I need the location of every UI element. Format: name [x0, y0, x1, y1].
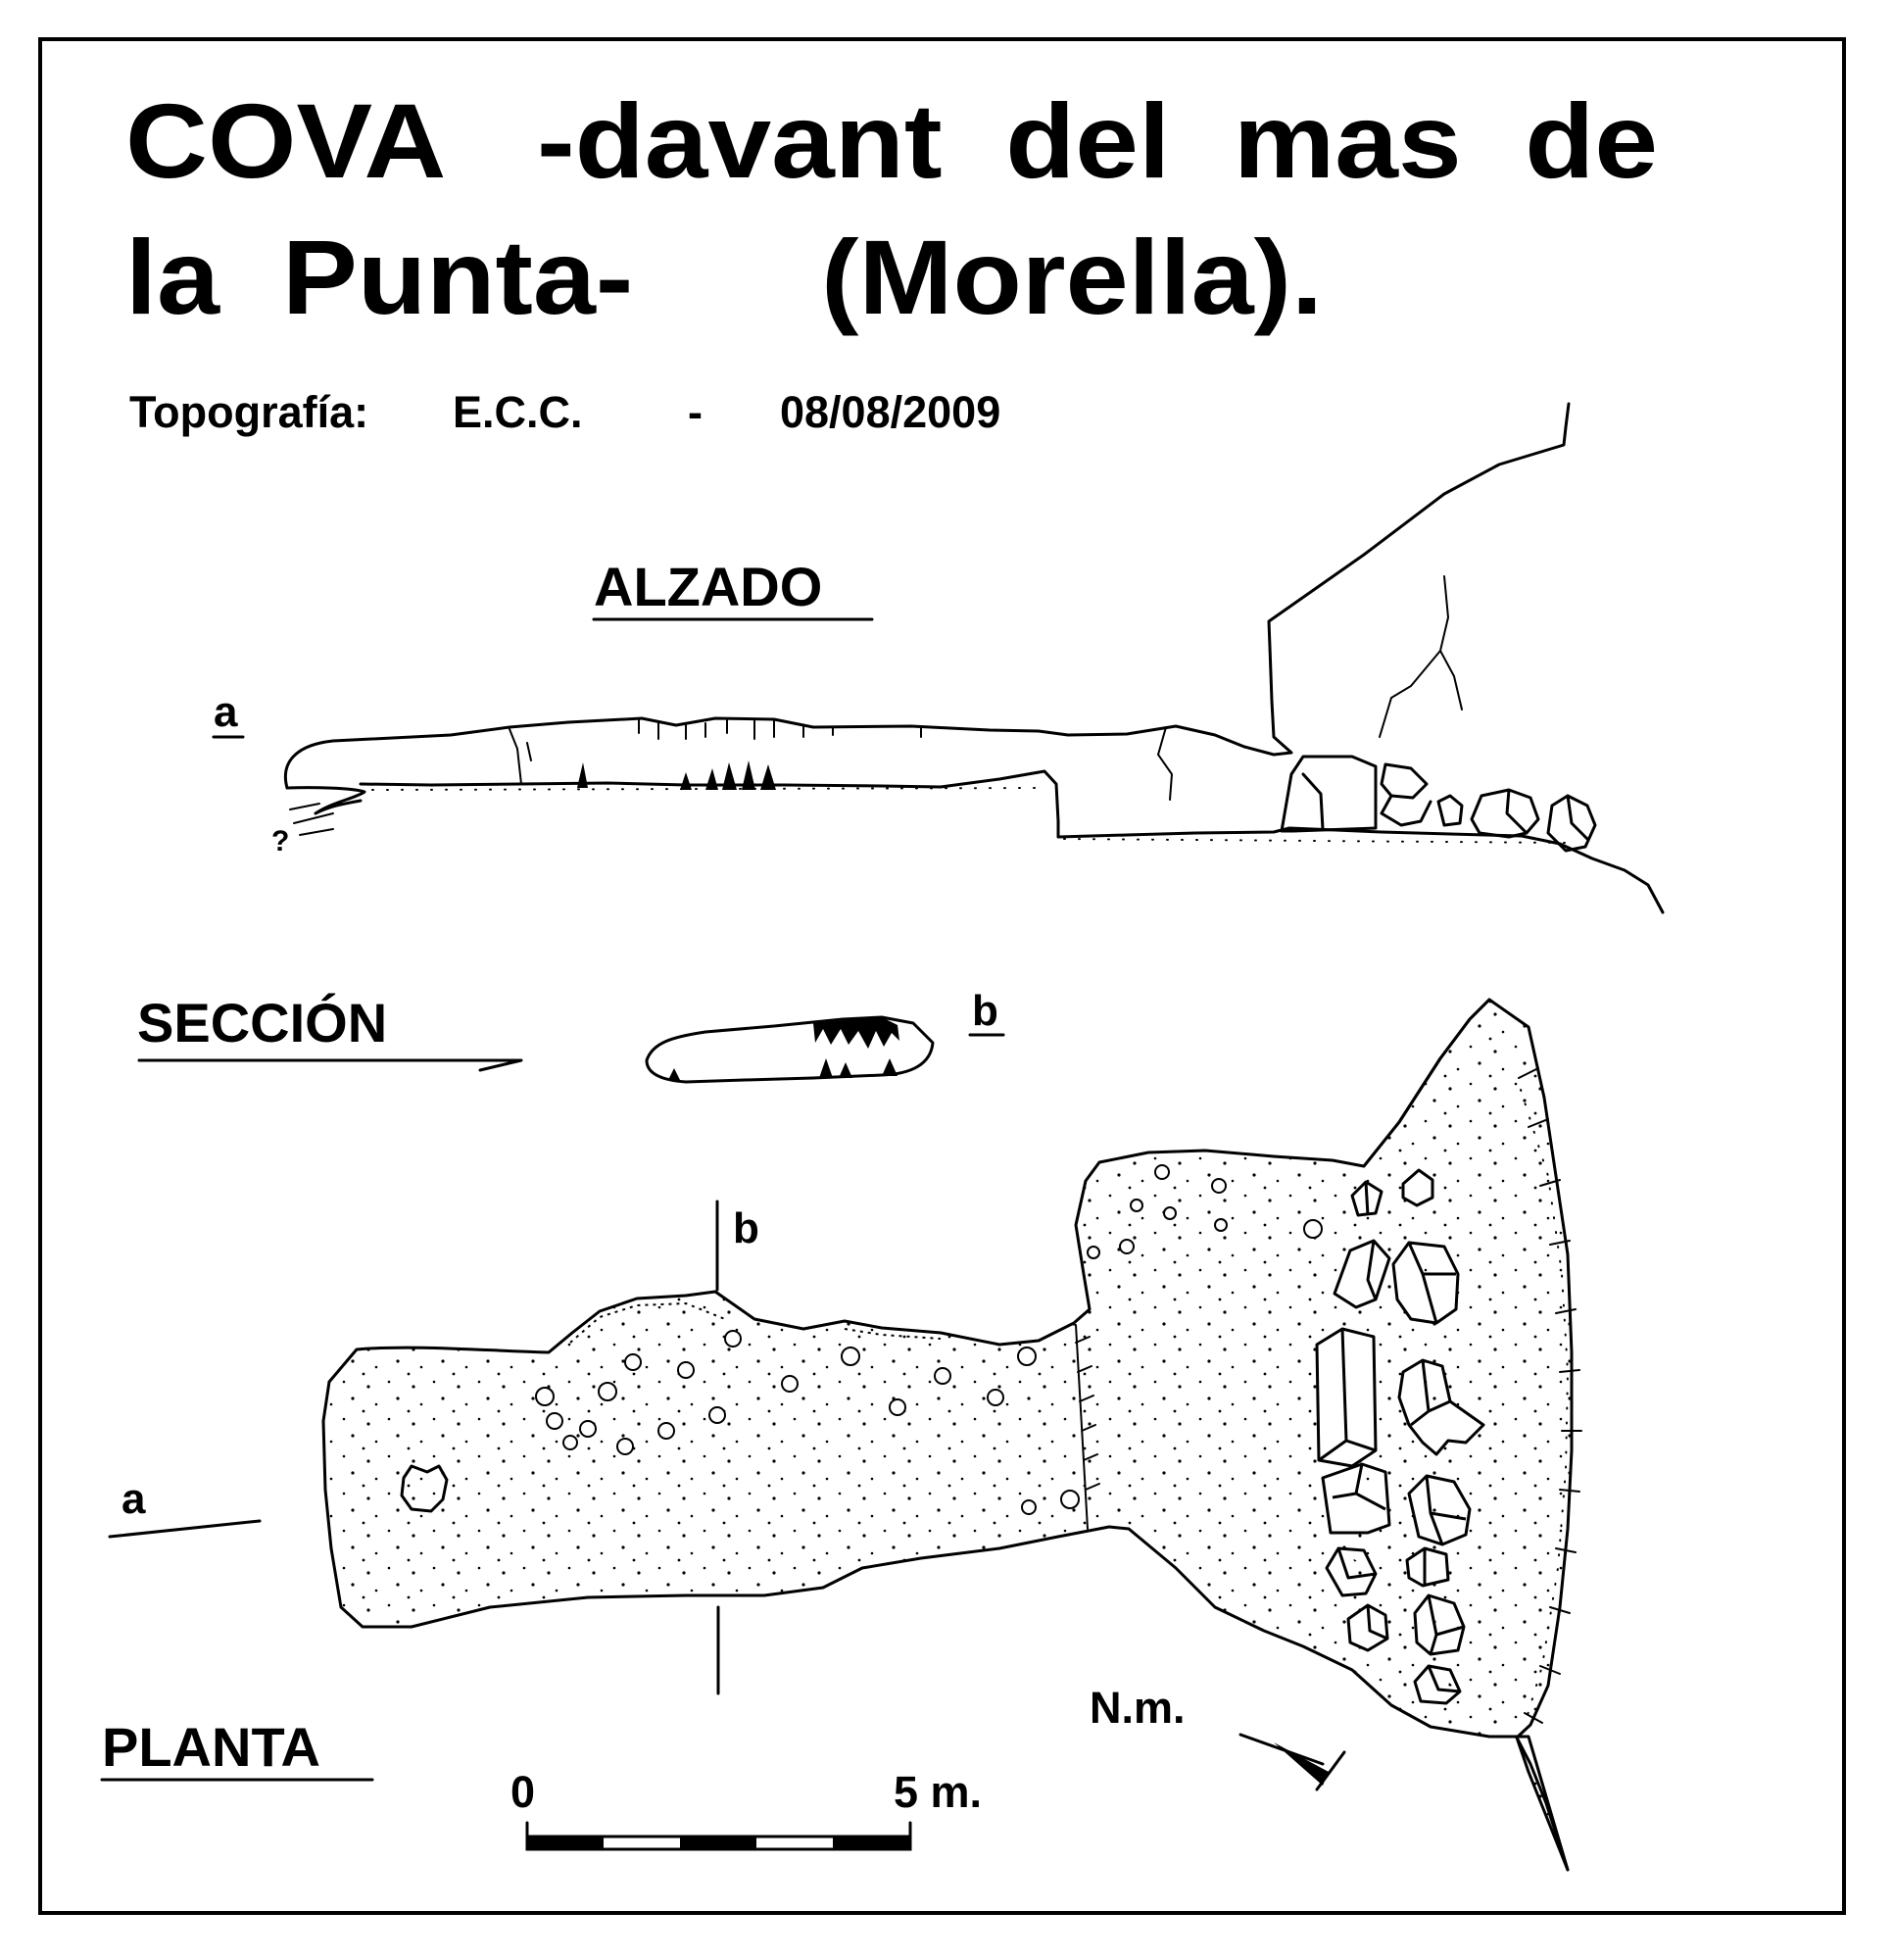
- pebble: [1131, 1200, 1142, 1211]
- title-line-1: COVA -davant del mas de: [125, 81, 1658, 200]
- plan-title: PLANTA: [102, 1716, 320, 1778]
- pebble: [617, 1439, 633, 1454]
- section-title: SECCIÓN: [137, 992, 388, 1054]
- elevation-crack-1: [510, 729, 531, 784]
- pebble: [1120, 1240, 1134, 1253]
- scale-segment: [680, 1837, 756, 1849]
- title-line-2: la Punta- (Morella).: [125, 218, 1323, 336]
- elevation-speleothem-5: [742, 760, 755, 790]
- elevation-unknown-mark: ?: [271, 825, 290, 858]
- elevation-floor-sediment-2: [1064, 839, 1568, 843]
- section-stalagmite-4: [668, 1068, 680, 1080]
- elevation-crack-2: [1158, 727, 1172, 800]
- block: [1317, 1329, 1376, 1466]
- pebble: [842, 1348, 859, 1365]
- pebble: [1018, 1348, 1036, 1365]
- pebble: [1061, 1491, 1079, 1508]
- section-title-arrow: [139, 1060, 521, 1070]
- scale-bar: [510, 1767, 982, 1849]
- pebble: [782, 1376, 798, 1392]
- elevation-speleothem-4: [722, 762, 737, 790]
- scale-end-label: 5 m.: [894, 1767, 983, 1817]
- pebble: [1155, 1165, 1169, 1179]
- pebble: [580, 1421, 596, 1437]
- plan-marker-b: b: [733, 1204, 759, 1252]
- scale-segment: [833, 1837, 910, 1849]
- pebble: [1022, 1500, 1036, 1514]
- pebble: [1304, 1220, 1322, 1238]
- pebble: [988, 1390, 1003, 1405]
- credits-separator: -: [688, 387, 703, 437]
- section-stalagmite-3: [882, 1058, 898, 1076]
- north-label: N.m.: [1090, 1683, 1186, 1733]
- plan-view: [102, 1000, 1581, 1870]
- pebble: [725, 1331, 741, 1347]
- section-stalagmite-2: [839, 1062, 852, 1078]
- credits-author: E.C.C.: [453, 387, 583, 437]
- scale-segment: [527, 1837, 604, 1849]
- elevation-boulder-3: [1438, 796, 1462, 825]
- pebble: [1212, 1179, 1226, 1193]
- elevation-cave-floor: [361, 771, 1663, 912]
- pebble: [658, 1423, 674, 1439]
- pebble: [709, 1407, 725, 1423]
- elevation-marker-a: a: [214, 688, 238, 736]
- pebble: [625, 1354, 641, 1370]
- elevation-title: ALZADO: [594, 556, 823, 617]
- pebble: [563, 1436, 577, 1449]
- elevation-speleothem-6: [760, 764, 776, 790]
- elevation-crack-3: [1380, 576, 1462, 737]
- plan-section-line-a: [110, 1521, 260, 1537]
- elevation-boulder-1: [1282, 757, 1376, 831]
- plan-marker-a: a: [121, 1475, 146, 1523]
- credits-label: Topografía:: [129, 387, 369, 437]
- elevation-cave-outline: [285, 404, 1569, 788]
- pebble: [1088, 1247, 1099, 1258]
- credits-date: 08/08/2009: [780, 387, 1001, 437]
- pebble: [1215, 1219, 1227, 1231]
- elevation-speleothem-3: [705, 768, 718, 790]
- elevation-entrance-lip: [287, 788, 364, 813]
- pebble: [1164, 1207, 1176, 1219]
- pebble: [890, 1399, 905, 1415]
- pebble: [547, 1413, 562, 1429]
- pebble: [599, 1383, 616, 1400]
- section-view: [137, 987, 1003, 1082]
- section-stalagmite-1: [819, 1058, 833, 1078]
- north-arrow-icon: [1240, 1735, 1344, 1789]
- elevation-boulder-4: [1472, 790, 1538, 837]
- scale-start-label: 0: [510, 1767, 536, 1817]
- elevation-speleothem-2: [680, 772, 692, 790]
- pebble: [536, 1388, 554, 1405]
- elevation-ceiling-drips: [639, 719, 921, 739]
- plan-cave-passage: [323, 1000, 1572, 1870]
- pebble: [935, 1368, 950, 1384]
- elevation-view: [214, 404, 1663, 912]
- section-marker-b: b: [972, 987, 998, 1035]
- elevation-boulder-2: [1382, 764, 1431, 825]
- pebble: [678, 1362, 694, 1378]
- elevation-speleothem-1: [577, 762, 588, 788]
